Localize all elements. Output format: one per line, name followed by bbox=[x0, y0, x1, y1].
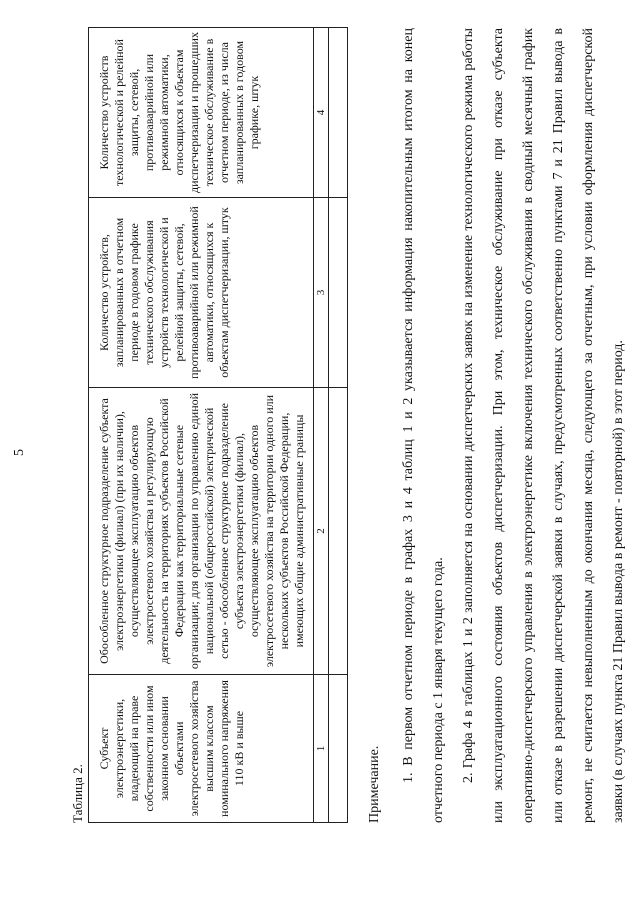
header-cell-planned-devices: Количество устройств, запланированных в отчетном периоде в годовом графике технического обслуживания устройств технологической и релейной защиты, сетевой, противоаварийной или режимной автоматики, относящихся к объектам диспетчеризации, штук bbox=[89, 198, 314, 388]
table-header-row bbox=[89, 28, 314, 823]
table-empty-row bbox=[329, 28, 348, 823]
note-paragraph: 1. В первом отчетном периоде в графах 3 и 4 таблиц 1 и 2 указывается информация накопительным итогом на конец отчетного периода с 1 января текущего года. bbox=[401, 28, 446, 823]
column-number: 3 bbox=[314, 198, 329, 388]
empty-cell bbox=[329, 675, 348, 823]
header-cell-subject: Субъект электроэнергетики, владеющий на праве собственности или ином законном основании объектами электросетевого хозяйства высшим классом номинального напряжения 110 кВ и выше bbox=[89, 675, 314, 823]
empty-cell bbox=[329, 198, 348, 388]
table-caption: Таблица 2. bbox=[70, 764, 85, 823]
column-number: 4 bbox=[314, 28, 329, 198]
column-number: 1 bbox=[314, 675, 329, 823]
table-column-number-row bbox=[314, 28, 329, 823]
header-cell-branch: Обособленное структурное подразделение субъекта электроэнергетики (филиал) (при их наличии), осуществляющее эксплуатацию объектов электросетевого хозяйства и регулирующую деятельность на территориях субъектов Российской Федерации как территориальные сетевые организации; для организации по управлению единой национальной (общероссийской) электрической сетью - обособленное структурное подразделение субъекта электроэнергетики (филиал), осуществляющее эксплуатацию объектов электросетевого хозяйства на территории одного или нескольких субъектов Российской Федерации, имеющих общие административные границы bbox=[89, 388, 314, 675]
header-cell-serviced-devices: Количество устройств технологической и релейной защиты, сетевой, противоаварийной или режимной автоматики, относящихся к объектам диспетчеризации и прошедших техническое обслуживание в отчетном периоде, из числа запланированных в годовом графике, штук bbox=[89, 28, 314, 198]
column-number: 2 bbox=[314, 388, 329, 675]
note-paragraph: 2. Графа 4 в таблицах 1 и 2 заполняется на основании диспетчерских заявок на изменение технологического режима работы или эксплуатационного состояния объектов диспетчеризации. При этом, техническое обслуживание при отказе субъекта оперативно-диспетчерского управления в электроэнергетике включения технического обслуживания в сводный месячный график или отказе в разрешении диспетчерской заявки в случаях, предусмотренных соответственно пунктами 7 и 21 Правил вывода в ремонт, не считается невыполненным до окончания месяца, следующего за отчетным, при условии оформления диспетчерской заявки (в случаях пункта 21 Правил вывода в ремонт - повторной) в этот период. bbox=[461, 28, 626, 823]
empty-cell bbox=[329, 388, 348, 675]
empty-cell bbox=[329, 28, 348, 198]
notes-section bbox=[360, 28, 634, 823]
notes-title: Примечание. bbox=[367, 745, 382, 823]
page-number: 5 bbox=[12, 449, 27, 456]
report-table bbox=[88, 27, 348, 823]
